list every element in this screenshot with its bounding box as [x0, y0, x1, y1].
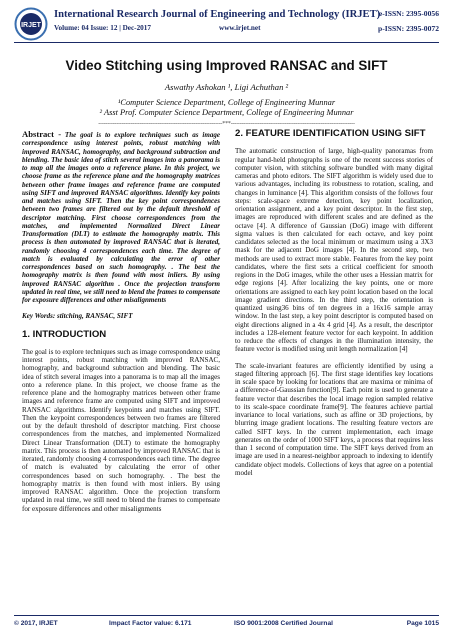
introduction-paragraph: The goal is to explore techniques such as image correspondence using interest points, robust matching with improved RANSAC, homography, and background subtraction and blending. The basic idea of stitch several images into a panorama is to map all the images onto a reference plane. In this project, we choose frame as the reference plane and the homography matrices between other frame images and reference frame are computed using SIFT and improved RANSAC algorithms. Identify keypoints and matches using SIFT. Then the keypoint correspondences between two frames are filtered out by the default threshold of descriptor matching. First choose correspondences from the matches, and implemented Normalized Direct Linear Transformation (DLT) to estimate the homography matrix. This process is then automated by improved RANSAC that is iterated, randomly choosing 4 correspondences each time. The degree of match is evaluated by calculating the error of other correspondences based on such homography. . The best the homography matrix is then found with most inliers. By using improved RANSAC algorithm. Once the projection transform updated in real time, we still need to blend the frames to compensate for exposure differences and other misalignments: [22, 347, 220, 513]
journal-name: International Research Journal of Engineering and Technology (IRJET): [54, 9, 381, 20]
section-separator: ---------------------------------------------------------------------***---------------------------------------------------------------------: [98, 121, 355, 127]
volume-issue: Volume: 04 Issue: 12 | Dec-2017: [54, 24, 151, 32]
left-column: [22, 130, 220, 521]
abstract-text: The goal is to explore techniques such as image correspondence using interest points, robust matching with improved RANSAC, homography, and background subtraction and blending. The basic idea of stitch several images into a panorama is to map all the images onto a reference plane. In this project, we choose frame as the reference plane and the homography matrices between other frame images and reference frame are computed using SIFT and improved RANSAC algorithms. Identify key points and matches using SIFT. Then the key point correspondences between two frames are filtered out by the default threshold of descriptor matching. First choose correspondences from the matches, and implemented Normalized Direct Linear Transformation (DLT) to estimate the homography matrix. This process is then automated by improved RANSAC that is iterated, randomly choosing 4 correspondences each time. The degree of match is evaluated by calculating the error of other correspondences based on such homography. . The best the homography matrix is then found with most inliers. By using improved RANSAC algorithm . Once the projection transform updated in real time, we still need to blend the frames to compensate for exposure differences and other misalignments: [22, 131, 220, 304]
journal-header: [14, 6, 439, 42]
footer-divider: [14, 615, 439, 616]
paper-title: Video Stitching using Improved RANSAC and SIFT: [65, 58, 388, 73]
footer-page-number: Page 1015: [406, 620, 439, 627]
abstract: [22, 130, 220, 304]
keywords: Key Words: stitching, RANSAC, SIFT: [22, 312, 133, 321]
affiliation-1: ¹Computer Science Department, College of Engineering Munnar: [117, 98, 336, 107]
footer-impact-factor: Impact Factor value: 6.171: [109, 620, 192, 627]
section-heading-feature-identification: 2. FEATURE IDENTIFICATION USING SIFT: [235, 128, 426, 139]
journal-website-link[interactable]: www.irjet.net: [219, 24, 261, 32]
abstract-label: Abstract -: [22, 129, 62, 139]
paper-authors: Aswathy Ashokan ¹, Ligi Achuthan ²: [164, 82, 289, 92]
section-heading-introduction: 1. INTRODUCTION: [22, 328, 107, 340]
affiliation-2: ² Asst Prof. Computer Science Department, College of Engineering Munnar: [99, 108, 354, 117]
logo-text: IRJET: [21, 22, 41, 29]
irjet-logo-icon: [14, 7, 48, 41]
footer-iso: ISO 9001:2008 Certified Journal: [234, 620, 333, 627]
feature-paragraph-2: The scale-invariant features are efficiently identified by using a staged filtering approach [6]. The first stage identifies key locations in scale space by looking for locations that are maxima or minima of a difference-of-Gaussian function[9]. Each point is used to generate a feature vector that describes the local image region sampled relative to its scale-space coordinate frame[9]. The features achieve partial invariance to local variations, such as affine or 3D projections, by blurring image gradient locations. The resulting feature vectors are called SIFT keys. In the current implementation, each image generates on the order of 1000 SIFT keys, a process that requires less than 1 second of computation time. The SIFT keys derived from an image are used in a nearest-neighbor approach to indexing to identify candidate object models. Collections of keys that agree on a potential model: [235, 361, 433, 477]
right-column: [235, 130, 433, 485]
p-issn: p-ISSN: 2395-0072: [378, 24, 439, 33]
feature-paragraph-1: The automatic construction of large, high-quality panoramas from regular hand-held photographs is one of the recent success stories of computer vision, with stitching software bundled with many digital cameras and photo editors. The SIFT algorithm is widely used due to various advantages, including its robustness to rotation, scaling, and changes in luminance [4]. This algorithm consists of the follows four steps: scale-space extreme detection, key point localization, orientation assignment, and a key point descriptor. In the first step, images are reproduced with different scales and are defined as the octave [4]. A difference of Gaussian (DoG) image with different sigma values is then calculated for each octave, and key point candidates selected as the local minimum or maximum using a 3X3 mask for the adjacent DoG images [4]. In the second step, two methods are used to extract more stable. Features from the key point candidates, where the first sets a critical coefficient for smooth regions in the DoG images, while the other uses a Hessian matrix for edge regions [4]. After localizing the key points, one or more orientations are assigned to each key point location based on the local image gradient directions. In the third step, the orientation is quantized using36 bins of ten degrees in a 16x16 sample array window. In the last step, a key point descriptor is computed based on eight directions aligned in a 4x 4 grid [4]. As a result, the descriptor includes a 128-element feature vector for each keypoint. In addition to reduce the effects of changes in the illumination intensity, the feature vector is modified using unit length normalization [4]: [235, 147, 433, 354]
footer-copyright: © 2017, IRJET: [14, 620, 58, 627]
header-divider: [14, 42, 439, 43]
e-issn: e-ISSN: 2395-0056: [378, 9, 439, 18]
